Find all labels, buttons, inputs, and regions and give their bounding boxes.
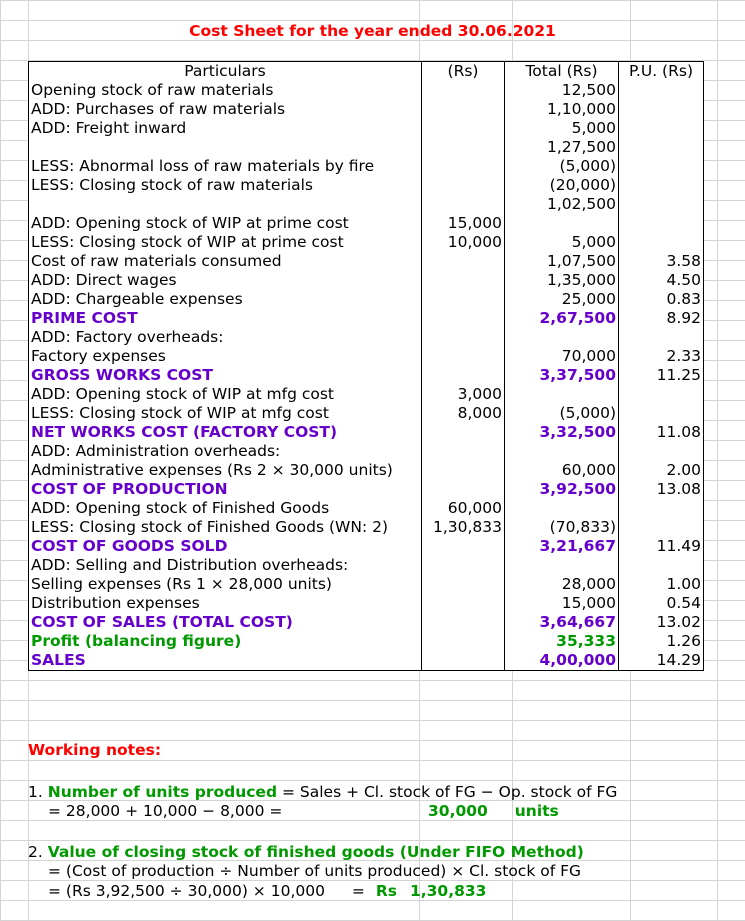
per-unit-cell: 13.08 [619,480,704,499]
rs-cell [422,100,505,119]
total-cell: 3,92,500 [505,480,619,499]
particulars-cell: ADD: Chargeable expenses [29,290,422,309]
rs-cell [422,594,505,613]
table-row [29,442,704,461]
rs-cell [422,347,505,366]
table-row [29,385,704,404]
rs-cell [422,480,505,499]
particulars-cell: ADD: Purchases of raw materials [29,100,422,119]
particulars-cell: ADD: Direct wages [29,271,422,290]
per-unit-cell [619,176,704,195]
particulars-cell: NET WORKS COST (FACTORY COST) [29,423,422,442]
particulars-cell: ADD: Factory overheads: [29,328,422,347]
particulars-cell: LESS: Closing stock of WIP at mfg cost [29,404,422,423]
particulars-cell: Distribution expenses [29,594,422,613]
per-unit-cell: 1.26 [619,632,704,651]
table-row [29,214,704,233]
table-row [29,271,704,290]
total-cell: 28,000 [505,575,619,594]
particulars-cell: LESS: Closing stock of WIP at prime cost [29,233,422,252]
per-unit-cell: 2.33 [619,347,704,366]
rs-cell: 60,000 [422,499,505,518]
table-row [29,195,704,214]
rs-cell [422,309,505,328]
per-unit-cell: 8.92 [619,309,704,328]
working-note-1-result [428,801,559,821]
table-row [29,404,704,423]
units-label: units [514,802,559,820]
total-cell: 35,333 [505,632,619,651]
table-header-row [29,62,704,82]
particulars-cell: COST OF GOODS SOLD [29,537,422,556]
table-row [29,81,704,100]
table-row [29,290,704,309]
per-unit-cell [619,81,704,100]
rs-cell [422,138,505,157]
total-cell: 5,000 [505,119,619,138]
total-cell: 1,02,500 [505,195,619,214]
rs-cell: 10,000 [422,233,505,252]
rs-cell [422,461,505,480]
table-row [29,309,704,328]
table-row [29,423,704,442]
particulars-cell [29,138,422,157]
per-unit-cell [619,442,704,461]
rs-cell [422,252,505,271]
total-cell: 2,67,500 [505,309,619,328]
col-header-total: Total (Rs) [505,62,619,82]
note-1-title: Number of units produced [47,783,278,801]
table-row [29,499,704,518]
rs-cell [422,442,505,461]
per-unit-cell [619,214,704,233]
particulars-cell: ADD: Selling and Distribution overheads: [29,556,422,575]
per-unit-cell [619,119,704,138]
particulars-cell: Profit (balancing figure) [29,632,422,651]
rs-cell [422,613,505,632]
per-unit-cell: 1.00 [619,575,704,594]
per-unit-cell: 4.50 [619,271,704,290]
working-note-2: 2. Value of closing stock of finished goods (Under FIFO Method) [28,843,584,861]
rs-cell [422,81,505,100]
particulars-cell: LESS: Abnormal loss of raw materials by fire [29,157,422,176]
per-unit-cell [619,499,704,518]
per-unit-cell [619,233,704,252]
table-row [29,176,704,195]
table-row [29,575,704,594]
units-produced-value: 30,000 [428,802,488,820]
per-unit-cell [619,328,704,347]
table-row [29,233,704,252]
rs-cell [422,176,505,195]
particulars-cell [29,195,422,214]
table-row [29,537,704,556]
table-row [29,252,704,271]
cost-sheet-table [28,61,704,671]
table-row [29,518,704,537]
total-cell: 3,64,667 [505,613,619,632]
per-unit-cell [619,195,704,214]
total-cell: 3,21,667 [505,537,619,556]
per-unit-cell: 11.49 [619,537,704,556]
col-header-rs: (Rs) [422,62,505,82]
note-2-title: Value of closing stock of finished goods (Under FIFO Method) [47,843,584,861]
rs-cell [422,119,505,138]
particulars-cell: ADD: Freight inward [29,119,422,138]
rs-cell [422,195,505,214]
rs-cell: 3,000 [422,385,505,404]
particulars-cell: Factory expenses [29,347,422,366]
rs-cell: 8,000 [422,404,505,423]
total-cell: 25,000 [505,290,619,309]
per-unit-cell [619,518,704,537]
table-row [29,119,704,138]
table-row [29,461,704,480]
table-row [29,100,704,119]
per-unit-cell [619,100,704,119]
rs-cell: 15,000 [422,214,505,233]
particulars-cell: COST OF SALES (TOTAL COST) [29,613,422,632]
particulars-cell: ADD: Opening stock of WIP at prime cost [29,214,422,233]
table-row [29,651,704,671]
total-cell [505,214,619,233]
particulars-cell: LESS: Closing stock of Finished Goods (WN: 2) [29,518,422,537]
per-unit-cell: 2.00 [619,461,704,480]
total-cell: (70,833) [505,518,619,537]
total-cell: (5,000) [505,404,619,423]
per-unit-cell: 3.58 [619,252,704,271]
per-unit-cell [619,385,704,404]
total-cell: 1,10,000 [505,100,619,119]
rs-cell [422,423,505,442]
rs-cell [422,366,505,385]
total-cell: 4,00,000 [505,651,619,671]
total-cell: 1,27,500 [505,138,619,157]
particulars-cell: GROSS WORKS COST [29,366,422,385]
col-header-per-unit: P.U. (Rs) [619,62,704,82]
table-row [29,594,704,613]
particulars-cell: PRIME COST [29,309,422,328]
particulars-cell: ADD: Opening stock of Finished Goods [29,499,422,518]
per-unit-cell [619,556,704,575]
total-cell [505,328,619,347]
total-cell: 15,000 [505,594,619,613]
table-row [29,613,704,632]
closing-stock-value: 1,30,833 [409,882,487,900]
table-row [29,347,704,366]
particulars-cell: Administrative expenses (Rs 2 × 30,000 units) [29,461,422,480]
per-unit-cell [619,138,704,157]
rs-cell [422,632,505,651]
total-cell: 1,07,500 [505,252,619,271]
total-cell: (5,000) [505,157,619,176]
per-unit-cell: 14.29 [619,651,704,671]
working-note-1-calc: = 28,000 + 10,000 − 8,000 = [48,802,283,820]
total-cell: 12,500 [505,81,619,100]
working-note-1: 1. Number of units produced = Sales + Cl. stock of FG − Op. stock of FG [28,783,618,801]
working-note-2-formula: = (Cost of production ÷ Number of units produced) × Cl. stock of FG [48,862,582,880]
page-title: Cost Sheet for the year ended 30.06.2021 [189,22,556,40]
working-note-2-calc: = (Rs 3,92,500 ÷ 30,000) × 10,000 = Rs 1,30,833 [48,882,487,900]
total-cell: 70,000 [505,347,619,366]
total-cell: 1,35,000 [505,271,619,290]
particulars-cell: Selling expenses (Rs 1 × 28,000 units) [29,575,422,594]
rs-cell: 1,30,833 [422,518,505,537]
total-cell: 5,000 [505,233,619,252]
particulars-cell: COST OF PRODUCTION [29,480,422,499]
per-unit-cell [619,404,704,423]
rs-cell [422,651,505,671]
rs-cell [422,556,505,575]
per-unit-cell: 11.08 [619,423,704,442]
total-cell [505,556,619,575]
col-header-particulars: Particulars [29,62,422,82]
rs-cell [422,271,505,290]
rs-cell [422,290,505,309]
total-cell [505,442,619,461]
table-row [29,328,704,347]
particulars-cell: ADD: Administration overheads: [29,442,422,461]
rs-cell [422,537,505,556]
particulars-cell: Cost of raw materials consumed [29,252,422,271]
rs-cell [422,575,505,594]
table-row [29,480,704,499]
rs-cell [422,328,505,347]
table-row [29,138,704,157]
table-row [29,157,704,176]
total-cell: 60,000 [505,461,619,480]
total-cell: (20,000) [505,176,619,195]
per-unit-cell [619,157,704,176]
particulars-cell: LESS: Closing stock of raw materials [29,176,422,195]
particulars-cell: SALES [29,651,422,671]
table-row [29,556,704,575]
particulars-cell: ADD: Opening stock of WIP at mfg cost [29,385,422,404]
per-unit-cell: 0.54 [619,594,704,613]
table-row [29,366,704,385]
working-notes-heading: Working notes: [28,741,162,759]
total-cell [505,499,619,518]
per-unit-cell: 13.02 [619,613,704,632]
per-unit-cell: 0.83 [619,290,704,309]
particulars-cell: Opening stock of raw materials [29,81,422,100]
total-cell [505,385,619,404]
rs-cell [422,157,505,176]
per-unit-cell: 11.25 [619,366,704,385]
table-row [29,632,704,651]
total-cell: 3,37,500 [505,366,619,385]
total-cell: 3,32,500 [505,423,619,442]
